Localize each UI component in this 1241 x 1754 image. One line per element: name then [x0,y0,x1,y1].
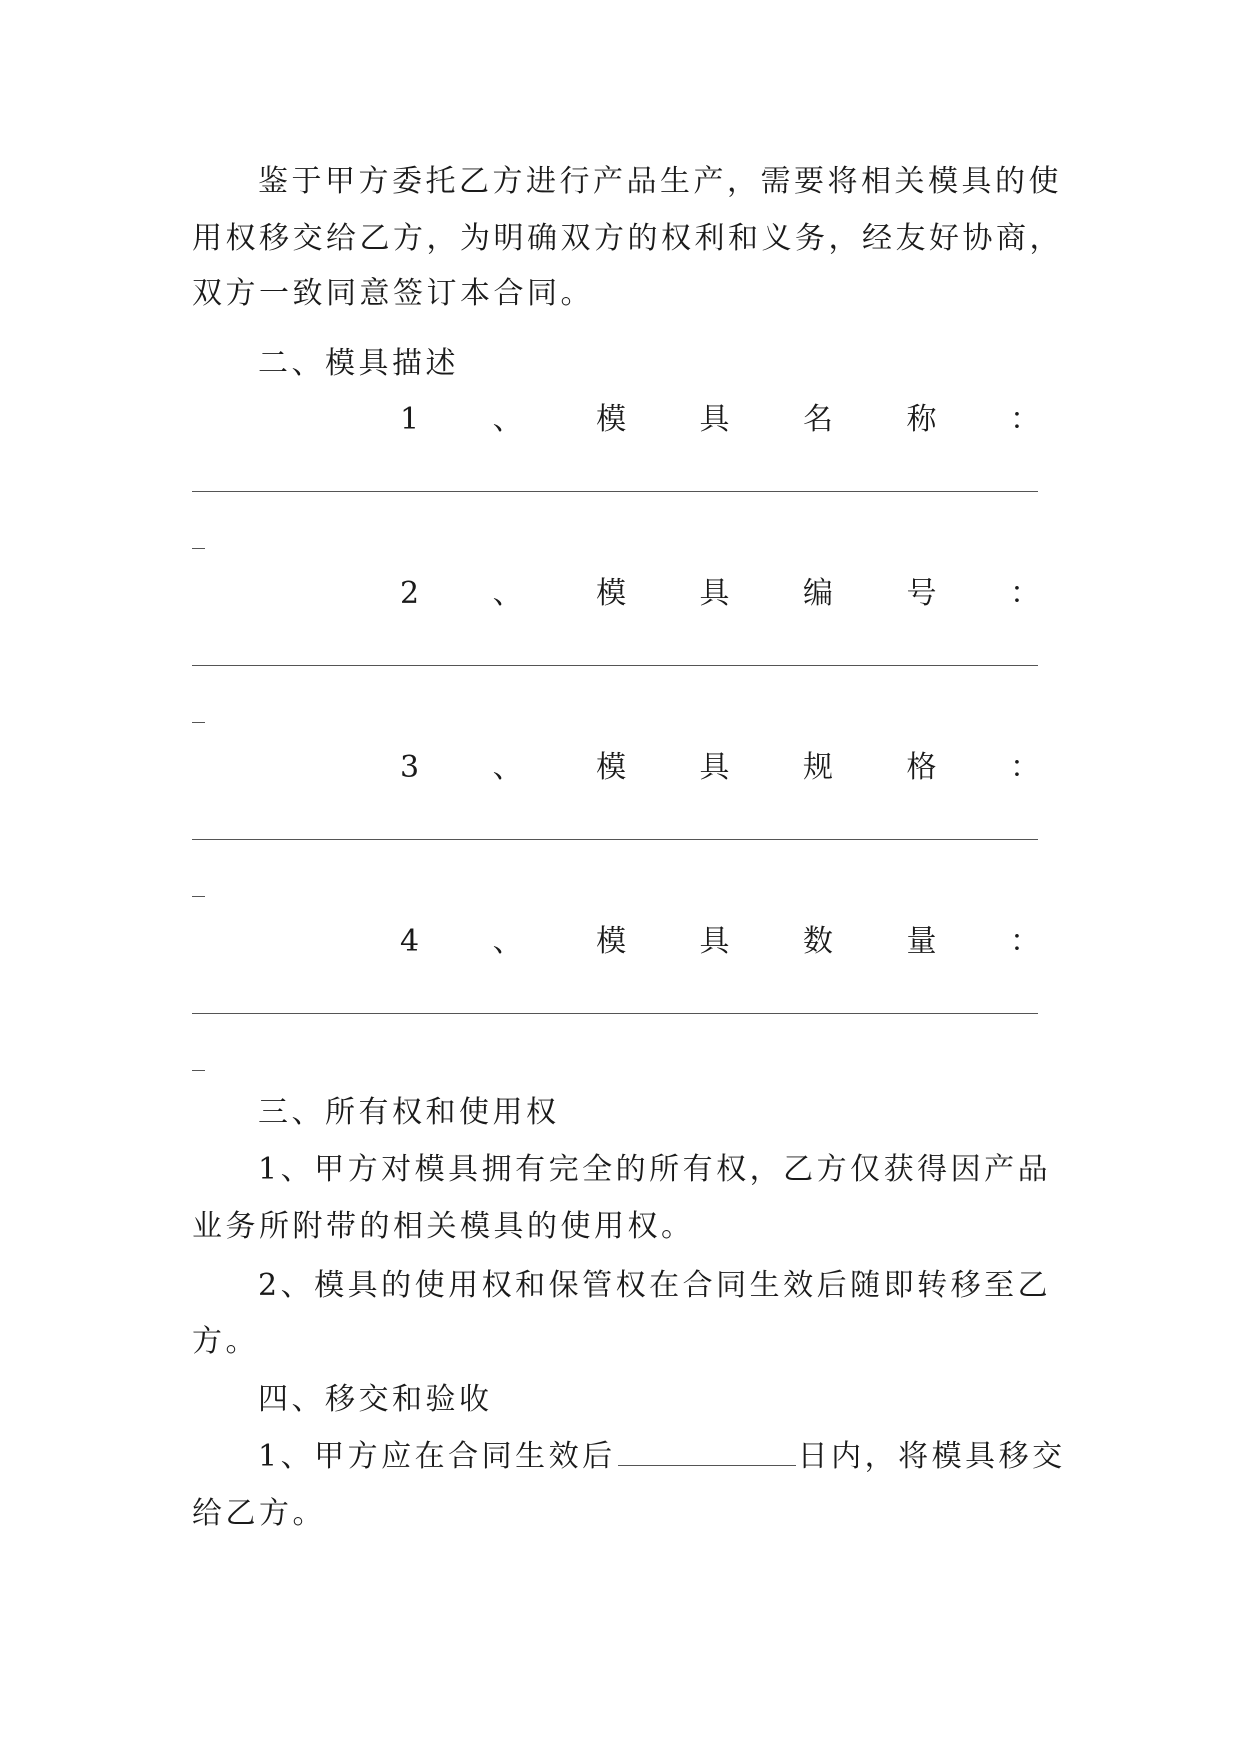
item-separator: 、 [492,750,523,785]
intro-line-2: 用权移交给乙方，为明确双方的权利和义务，经友好协商， [192,221,1063,256]
section-4-clause-1-line-1 [258,1437,1066,1477]
mold-spec-label [400,748,1040,788]
item-char: 量 [906,924,937,959]
section-2-heading: 二、模具描述 [258,346,459,381]
item-char: 模 [596,402,627,437]
item-colon: ： [1010,924,1040,959]
clause-text-after-blank: 日内，将模具移交 [797,1439,1066,1474]
item-char: 具 [699,750,730,785]
fill-line-stub [192,896,205,897]
item-char: 名 [803,402,834,437]
fill-line-stub [192,1070,205,1071]
days-blank-field[interactable] [618,1439,796,1466]
mold-spec-fill-line [192,839,1038,840]
item-char: 具 [699,402,730,437]
section-4-heading: 四、移交和验收 [258,1382,493,1417]
item-separator: 、 [492,924,523,959]
item-number: 4 [400,924,420,959]
section-3-clause-2-line-2: 方。 [192,1324,259,1359]
section-3-clause-1-line-2: 业务所附带的相关模具的使用权。 [192,1209,695,1244]
item-number: 3 [400,750,420,785]
mold-quantity-fill-line [192,1013,1038,1014]
item-char: 具 [699,576,730,611]
clause-text-before-blank: 1、甲方应在合同生效后 [258,1439,616,1474]
item-char: 模 [596,924,627,959]
mold-number-fill-line [192,665,1038,666]
fill-line-stub [192,722,205,723]
item-colon: ： [1010,402,1040,437]
section-4-clause-1-line-2: 给乙方。 [192,1496,326,1531]
mold-quantity-label [400,922,1040,962]
item-char: 模 [596,576,627,611]
section-3-clause-2-line-1: 2、模具的使用权和保管权在合同生效后随即转移至乙 [258,1268,1052,1303]
item-char: 格 [906,750,937,785]
item-char: 编 [803,576,834,611]
intro-line-1: 鉴于甲方委托乙方进行产品生产，需要将相关模具的使 [258,164,1062,199]
mold-number-label [400,574,1040,614]
item-separator: 、 [492,402,523,437]
item-char: 号 [906,576,937,611]
item-colon: ： [1010,576,1040,611]
item-number: 1 [400,402,420,437]
item-colon: ： [1010,750,1040,785]
section-3-heading: 三、所有权和使用权 [258,1095,560,1130]
mold-name-fill-line [192,491,1038,492]
section-3-clause-1-line-1: 1、甲方对模具拥有完全的所有权，乙方仅获得因产品 [258,1152,1052,1187]
item-number: 2 [400,576,420,611]
item-char: 模 [596,750,627,785]
item-separator: 、 [492,576,523,611]
item-char: 数 [803,924,834,959]
mold-name-label [400,400,1040,440]
item-char: 具 [699,924,730,959]
item-char: 规 [803,750,834,785]
fill-line-stub [192,548,205,549]
intro-line-3: 双方一致同意签订本合同。 [192,276,594,311]
item-char: 称 [906,402,937,437]
